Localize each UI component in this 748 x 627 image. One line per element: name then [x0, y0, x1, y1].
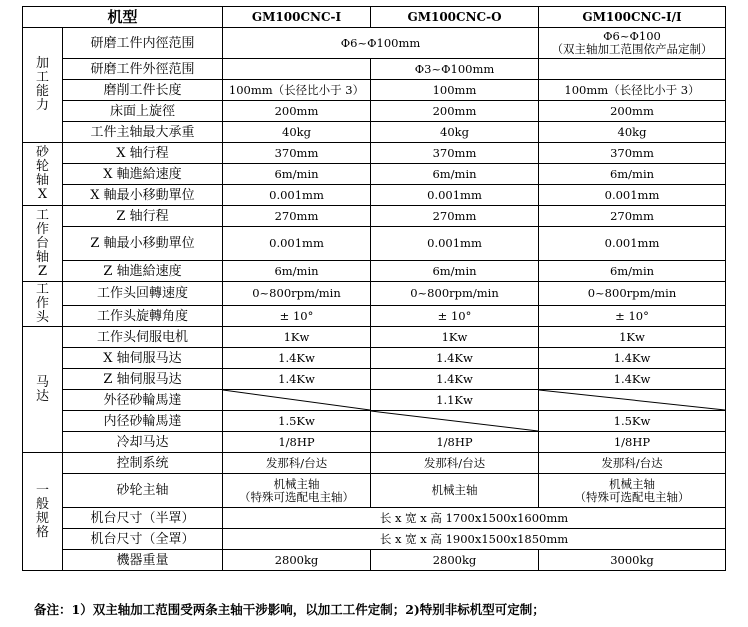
cell-value: Φ3~Φ100mm — [371, 59, 539, 80]
spec-table — [22, 6, 726, 571]
cell-value: 270mm — [371, 206, 539, 227]
cell-value: 1.4Kw — [223, 348, 371, 369]
cell-empty — [223, 59, 371, 80]
table-row — [23, 164, 726, 185]
cell-value: 200mm — [223, 101, 371, 122]
cell-line: 机械主轴 — [273, 476, 320, 491]
cell-empty — [539, 59, 726, 80]
cell-value: 发那科/台达 — [223, 453, 371, 474]
cell-line: （特殊可选配电主轴） — [574, 489, 690, 504]
table-row — [23, 206, 726, 227]
cell-value: 6m/min — [371, 164, 539, 185]
table-row — [23, 261, 726, 282]
row-name: 机台尺寸（全罩） — [63, 529, 223, 550]
row-name: 研磨工件内徑范围 — [63, 28, 223, 59]
row-name: 床面上旋徑 — [63, 101, 223, 122]
header-model-3: GM100CNC-I/I — [539, 7, 726, 28]
table-row — [23, 143, 726, 164]
table-row — [23, 122, 726, 143]
cell-line: 机械主轴 — [609, 476, 655, 491]
cell-value: 1.5Kw — [539, 411, 726, 432]
table-row — [23, 306, 726, 327]
cell-value: 40kg — [223, 122, 371, 143]
header-model: 机型 — [23, 7, 223, 28]
cell-value: 370mm — [223, 143, 371, 164]
row-name: X 轴行程 — [63, 143, 223, 164]
row-name: 控制系统 — [63, 453, 223, 474]
cell-value: 40kg — [371, 122, 539, 143]
cell-value: 0.001mm — [371, 185, 539, 206]
cell-value: 370mm — [539, 143, 726, 164]
header-model-1: GM100CNC-I — [223, 7, 371, 28]
table-row — [23, 550, 726, 571]
header-model-2: GM100CNC-O — [371, 7, 539, 28]
cell-not-applicable — [371, 411, 539, 432]
cell-value: 6m/min — [223, 261, 371, 282]
cell-value: 0.001mm — [539, 227, 726, 261]
diagonal-slash — [539, 390, 725, 410]
cell-not-applicable — [223, 390, 371, 411]
cell-value — [223, 474, 371, 508]
cell-value: 发那科/台达 — [371, 453, 539, 474]
cell-value: 1.4Kw — [371, 348, 539, 369]
cell-value: 机械主轴 — [371, 474, 539, 508]
cell-line: （特殊可选配电主轴） — [239, 489, 354, 504]
cell-value: 100mm（长径比小于 3） — [539, 80, 726, 101]
cell-value: 1.1Kw — [371, 390, 539, 411]
table-row — [23, 529, 726, 550]
table-row — [23, 327, 726, 348]
row-name: Z 轴行程 — [63, 206, 223, 227]
table-row — [23, 369, 726, 390]
cell-not-applicable — [539, 390, 726, 411]
row-name: 機器重量 — [63, 550, 223, 571]
row-name: 工件主轴最大承重 — [63, 122, 223, 143]
cell-line: （双主轴加工范围依产品定制） — [551, 42, 713, 56]
table-row — [23, 474, 726, 508]
cell-value: 0.001mm — [539, 185, 726, 206]
cell-value: 长 x 宽 x 高 1700x1500x1600mm — [223, 508, 726, 529]
row-name: 外径砂輪馬達 — [63, 390, 223, 411]
cell-value: 200mm — [539, 101, 726, 122]
cell-value: 200mm — [371, 101, 539, 122]
table-row — [23, 348, 726, 369]
cell-value: 3000kg — [539, 550, 726, 571]
cell-value: 1.4Kw — [223, 369, 371, 390]
cell-value: 0~800rpm/min — [371, 282, 539, 306]
diagonal-slash — [371, 411, 538, 431]
table-row — [23, 411, 726, 432]
cell-value: 1Kw — [539, 327, 726, 348]
cell-value — [539, 474, 726, 508]
cell-value — [539, 28, 726, 59]
cell-value: 发那科/台达 — [539, 453, 726, 474]
cell-value: ± 10° — [539, 306, 726, 327]
category-general: 一般规格 — [23, 453, 63, 571]
row-name: X 轴伺服马达 — [63, 348, 223, 369]
table-row — [23, 59, 726, 80]
table-row — [23, 432, 726, 453]
row-name: 研磨工件外徑范围 — [63, 59, 223, 80]
table-row — [23, 508, 726, 529]
cell-value: 270mm — [223, 206, 371, 227]
table-row — [23, 453, 726, 474]
cell-value: 100mm — [371, 80, 539, 101]
cell-value: 6m/min — [539, 261, 726, 282]
cell-value: 100mm（长径比小于 3） — [223, 80, 371, 101]
cell-value: 0.001mm — [371, 227, 539, 261]
cell-value: 1Kw — [371, 327, 539, 348]
row-name: X 軸最小移動單位 — [63, 185, 223, 206]
cell-value: ± 10° — [371, 306, 539, 327]
cell-value: 长 x 宽 x 高 1900x1500x1850mm — [223, 529, 726, 550]
footnote: 备注：1）双主轴加工范围受两条主轴干涉影响，以加工工件定制；2)特别非标机型可定制； — [34, 602, 545, 617]
category-processing: 加工能力 — [23, 28, 63, 143]
cell-value: Φ6~Φ100mm — [223, 28, 539, 59]
row-name: 工作头旋轉角度 — [63, 306, 223, 327]
cell-value: 1/8HP — [223, 432, 371, 453]
table-row — [23, 282, 726, 306]
cell-value: 0~800rpm/min — [223, 282, 371, 306]
diagonal-slash — [223, 390, 370, 410]
category-workhead: 工作头 — [23, 282, 63, 327]
row-name: 冷却马达 — [63, 432, 223, 453]
table-row — [23, 185, 726, 206]
row-name: X 軸進給速度 — [63, 164, 223, 185]
cell-value: ± 10° — [223, 306, 371, 327]
cell-value: 6m/min — [539, 164, 726, 185]
table-row — [23, 80, 726, 101]
table-row — [23, 101, 726, 122]
category-motor: 马达 — [23, 327, 63, 453]
cell-value: 1/8HP — [371, 432, 539, 453]
row-name: Z 轴進給速度 — [63, 261, 223, 282]
row-name: 磨削工件长度 — [63, 80, 223, 101]
cell-value: 2800kg — [223, 550, 371, 571]
category-wheel-x: 砂轮轴X — [23, 143, 63, 206]
cell-value: 6m/min — [223, 164, 371, 185]
table-row — [23, 28, 726, 59]
row-name: 机台尺寸（半罩） — [63, 508, 223, 529]
cell-value: 0.001mm — [223, 185, 371, 206]
row-name: 工作头伺服电机 — [63, 327, 223, 348]
cell-value: 1.4Kw — [539, 369, 726, 390]
cell-line: Φ6~Φ100 — [603, 29, 661, 43]
cell-value: 270mm — [539, 206, 726, 227]
row-name: Z 軸最小移動單位 — [63, 227, 223, 261]
row-name: Z 轴伺服马达 — [63, 369, 223, 390]
row-name: 工作头回轉速度 — [63, 282, 223, 306]
row-name: 砂轮主轴 — [63, 474, 223, 508]
cell-value: 1.4Kw — [371, 369, 539, 390]
category-table-z: 工作台轴Z — [23, 206, 63, 282]
row-name: 内径砂輪馬達 — [63, 411, 223, 432]
cell-value: 2800kg — [371, 550, 539, 571]
table-row — [23, 227, 726, 261]
cell-value: 1.5Kw — [223, 411, 371, 432]
table-row — [23, 390, 726, 411]
cell-value: 1/8HP — [539, 432, 726, 453]
cell-value: 6m/min — [371, 261, 539, 282]
cell-value: 1Kw — [223, 327, 371, 348]
cell-value: 40kg — [539, 122, 726, 143]
cell-value: 370mm — [371, 143, 539, 164]
cell-value: 1.4Kw — [539, 348, 726, 369]
header-row — [23, 7, 726, 28]
cell-value: 0.001mm — [223, 227, 371, 261]
cell-value: 0~800rpm/min — [539, 282, 726, 306]
